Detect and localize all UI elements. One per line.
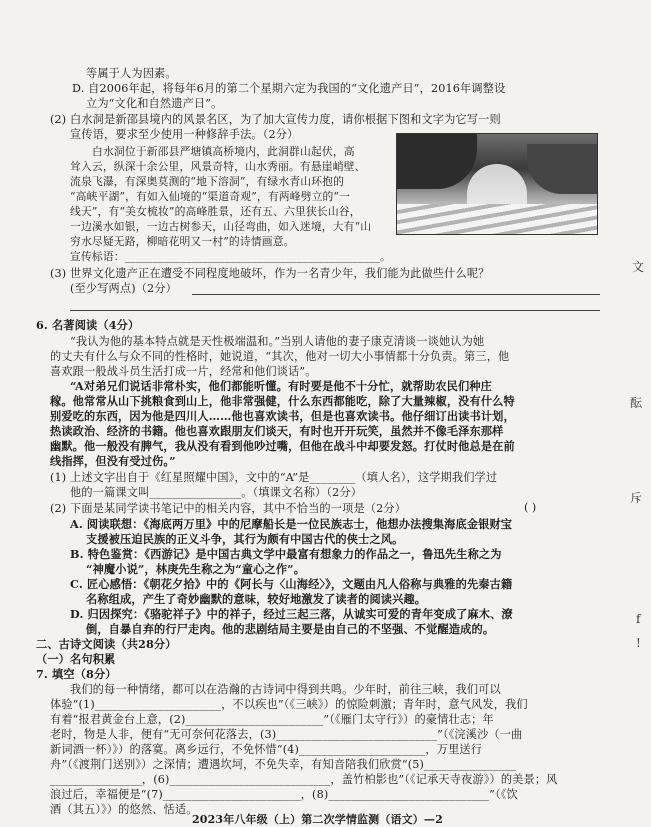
passage-line: “我认为他的基本特点就是天性极端温和。”当别人请他的妻子康克清谈一谈她认为她 (70, 335, 485, 348)
subsection-heading: （一）名句积累 (36, 652, 116, 666)
line: (至少写两点)（2分） (70, 282, 177, 295)
answer-paren[interactable]: ( ) (524, 501, 537, 514)
passage-line: 别爱吃的东西，因为他是四川人……他也喜欢读书，但是也喜欢读书。他仔细订出读书计划， (50, 409, 515, 423)
fill-line: 酒（其五）》）的悠然、恬适。 (50, 803, 198, 816)
answer-line[interactable] (192, 294, 600, 295)
fill-line[interactable]: 体验“(1)______________________，不以疾也”（《三峡》）的惊险刺激；青年时，意气风发，我们 (50, 698, 528, 711)
fill-line[interactable]: ________________，(6)____________________________，盖竹柏影也”（《记承天寺夜游》）的美景；风 (50, 773, 558, 786)
passage-line: “A对弟兄们说话非常朴实，他们都能听懂。有时要是他不十分忙，就帮助农民们种庄 (70, 379, 493, 393)
option-a: A. 阅读联想：《海底两万里》中的尼摩船长是一位民族志士，他想办法搜集海底金银财宝 (70, 517, 513, 531)
waterfall-photo (396, 133, 598, 235)
margin-mark: 斥 (630, 491, 643, 505)
passage-line: 一边溪水如银，一边古树参天，山径弯曲，如入迷境，大有“山 (70, 220, 372, 233)
question-heading: 7. 填空（8分） (36, 667, 117, 681)
page-footer: 2023年八年级（上）第二次学情监测（语文）—2 (192, 813, 443, 826)
line: 立为“文化和自然遗产日”。 (86, 97, 223, 110)
margin-mark: 酝 (630, 396, 643, 410)
margin-mark: ! (636, 636, 641, 650)
option-line: 支援被压迫民族的正义斗争，其行为颇有中国古代的侠士之风。 (86, 532, 404, 546)
fill-line[interactable]: 舟”（《渡荆门送别》）之深情；遭遇坎坷，不免失幸，有知音陪我们欣赏“(5)________________ (50, 758, 516, 771)
line: D. 自2006年起，将每年6月的第二个星期六定为我国的“文化遗产日”，2016年调整设 (72, 82, 506, 95)
option-line: 名称组成，产生了奇妙幽默的意味，较好地激发了读者的阅读兴趣。 (86, 592, 427, 606)
margin-mark: 文 (632, 260, 645, 274)
passage-line: 幽默。他一般没有脾气，我从没有看到他吵过嘴，但他在战斗中却要发怒。打仗时他总是在前 (50, 439, 515, 453)
fill-line[interactable]: 浪过后，幸福便是“(7)________________________，(8)____________________________”（《饮 (50, 788, 518, 801)
question-heading: (2) 白水洞是新邵县境内的风景名区，为了加大宣传力度，请你根据下图和文字为它写一则 (50, 113, 501, 126)
section-heading: 二、古诗文阅读（共28分） (36, 637, 177, 651)
option-line: 倒，自暴自弃的行尸走肉。他的悲剧结局主要是由自己的不坚强、不觉醒造成的。 (86, 622, 495, 636)
option-b: B. 特色鉴赏：《西游记》是中国古典文学中最富有想象力的作品之一，鲁迅先生称之为 (70, 547, 502, 561)
passage-line: 的丈夫有什么与众不同的性格时，她说道，“其次，他对一切大小事情都十分负责。第三，他 (50, 350, 510, 363)
passage-line: 线天”，有“美女梳妆”的高峰胜景，还有五、六里狭长山谷， (70, 205, 361, 218)
passage-line: 喜欢跟一般战斗员生活打成一片，经常和他们谈话”。 (50, 365, 317, 378)
fill-line[interactable]: 老时，物是人非，便有“无可奈何花落去，(3)____________________________”（《浣溪沙（一曲 (50, 728, 523, 741)
passage-line: 我们的每一种情绪，都可以在浩瀚的古诗词中得到共鸣。少年时，前往三峡，我们可以 (70, 683, 501, 696)
question-heading: (3) 世界文化遗产正在遭受不同程度地破坏，作为一名青少年，我们能为此做些什么呢？ (50, 267, 490, 280)
question-line: (1) 上述文字出自于《红星照耀中国》，文中的“A”是________（填人名），这学期我们学过 (50, 471, 498, 484)
passage-line: 稼。他常常从山下挑粮食到山上，他非常强健，什么东西都能吃，除了大量辣椒，没有什么特 (50, 394, 515, 408)
question-line: (2) 下面是某同学读书笔记中的相关内容，其中不恰当的一项是（2分） (50, 502, 407, 515)
passage-line: 白水洞位于新邵县严塘镇高桥境内，此洞群山起伏，高 (92, 145, 355, 158)
passage-line: 流泉飞瀑，有深奥莫测的“地下溶洞”，有绿水青山环抱的 (70, 175, 345, 188)
slogan-answer-line[interactable]: 宣传标语：______________________________________________。 (70, 250, 391, 263)
margin-mark: f (636, 612, 641, 626)
passage-line: 线指挥，但没有受过伤。” (50, 454, 176, 468)
passage-line: 穷水尽疑无路，柳暗花明又一村”的诗情画意。 (70, 235, 295, 248)
line: 宣传语，要求至少使用一种修辞手法。（2分） (70, 128, 299, 141)
answer-line[interactable] (70, 310, 600, 311)
passage-line: “高峡平湖”，有如入仙境的“渠道奇观”，有两峰劈立的“一 (70, 190, 351, 203)
section-heading: 6. 名著阅读（4分） (36, 318, 140, 332)
passage-line: 耸入云，纵深十余公里，风景奇特，山水秀丽。有悬崖峭壁、 (70, 160, 366, 173)
question-line: 他的一篇课文叫________________。（填课文名称）（2分） (70, 486, 363, 499)
option-line: “神魔小说”，林庚先生称之为“童心之作”。 (86, 562, 306, 576)
option-c: C. 匠心感悟：《朝花夕拾》中的《阿长与〈山海经〉》，文题由凡人俗称与典雅的先秦古籍 (70, 577, 513, 591)
line: 等属于人为因素。 (86, 67, 177, 80)
option-d: D. 归因探究：《骆驼祥子》中的祥子，经过三起三落，从诚实可爱的青年变成了麻木、潦 (70, 607, 513, 621)
passage-line: 热读政治、经济的书籍。他也喜欢跟朋友们谈天，有时也开开玩笑，虽然并不像毛泽东那样 (50, 424, 504, 438)
fill-line[interactable]: 新词酒一杯）》）的落寞。离乡远行，不免怀惜“(4)______________________，万里送行 (50, 743, 483, 756)
fill-line[interactable]: 有着“报君黄金台上意，(2)________________________”（《雁门太守行》）的豪情壮志；年 (50, 713, 494, 726)
